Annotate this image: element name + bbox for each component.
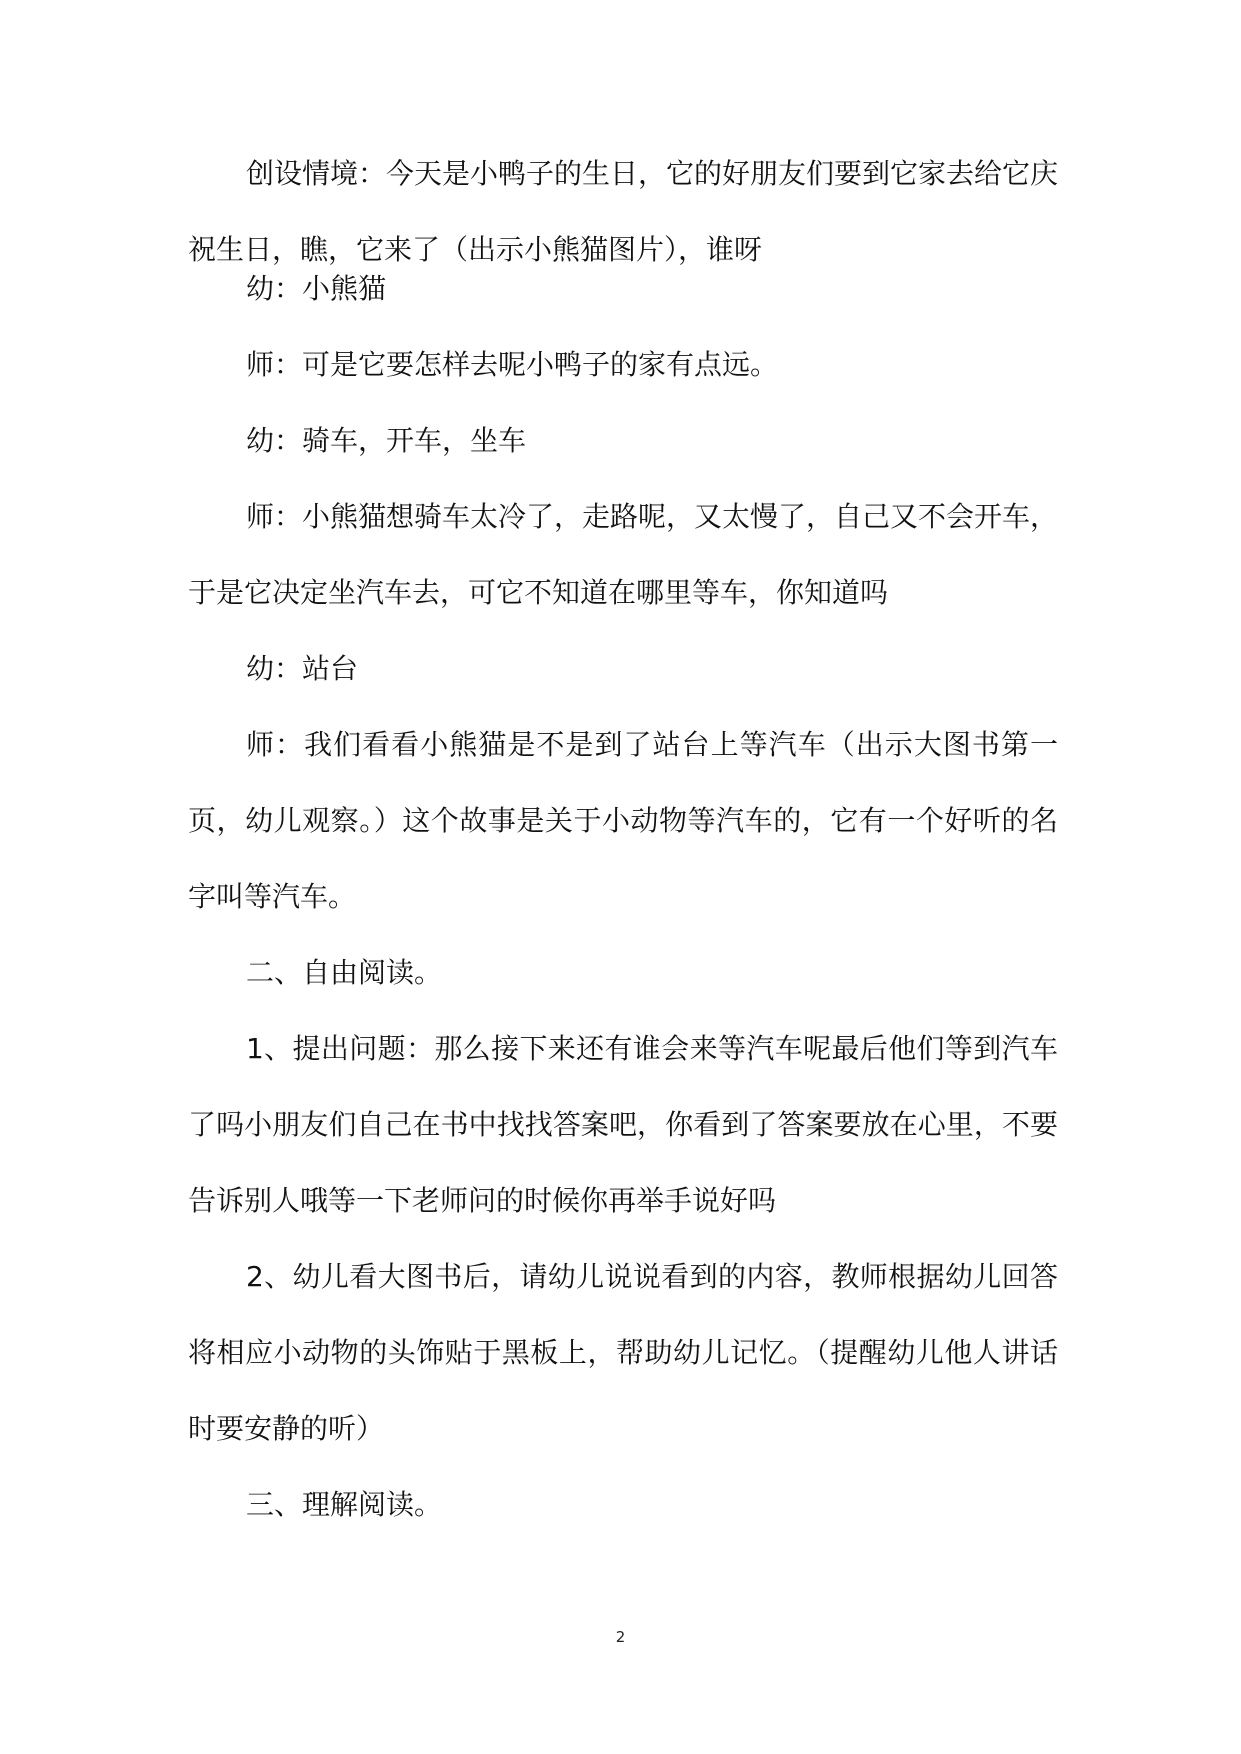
paragraph-8: 二、自由阅读。 [246,956,443,989]
paragraph-5: 师：小熊猫想骑车太冷了，走路呢，又太慢了，自己又不会开车，于是它决定坐汽车去，可它不知道在哪里等车，你知道吗 [188,500,1059,609]
paragraph-2: 幼：小熊猫 [246,272,387,305]
paragraph-11: 三、理解阅读。 [246,1488,443,1521]
paragraph-10: 2、幼儿看大图书后，请幼儿说说看到的内容，教师根据幼儿回答将相应小动物的头饰贴于黑板上，帮助幼儿记忆。（提醒幼儿他人讲话时要安静的听） [188,1260,1058,1445]
page-number: 2 [615,1628,626,1646]
paragraph-6: 幼：站台 [246,652,359,685]
paragraph-1: 创设情境：今天是小鸭子的生日，它的好朋友们要到它家去给它庆祝生日，瞧，它来了（出示小熊猫图片），谁呀 [188,157,1059,266]
paragraph-3: 师：可是它要怎样去呢小鸭子的家有点远。 [246,348,779,381]
paragraph-9: 1、提出问题：那么接下来还有谁会来等汽车呢最后他们等到汽车了吗小朋友们自己在书中找找答案吧，你看到了答案要放在心里，不要告诉别人哦等一下老师问的时候你再举手说好吗 [188,1032,1058,1217]
paragraph-4: 幼：骑车，开车，坐车 [246,424,527,457]
paragraph-7: 师：我们看看小熊猫是不是到了站台上等汽车（出示大图书第一页，幼儿观察。）这个故事是关于小动物等汽车的，它有一个好听的名字叫等汽车。 [188,728,1058,913]
